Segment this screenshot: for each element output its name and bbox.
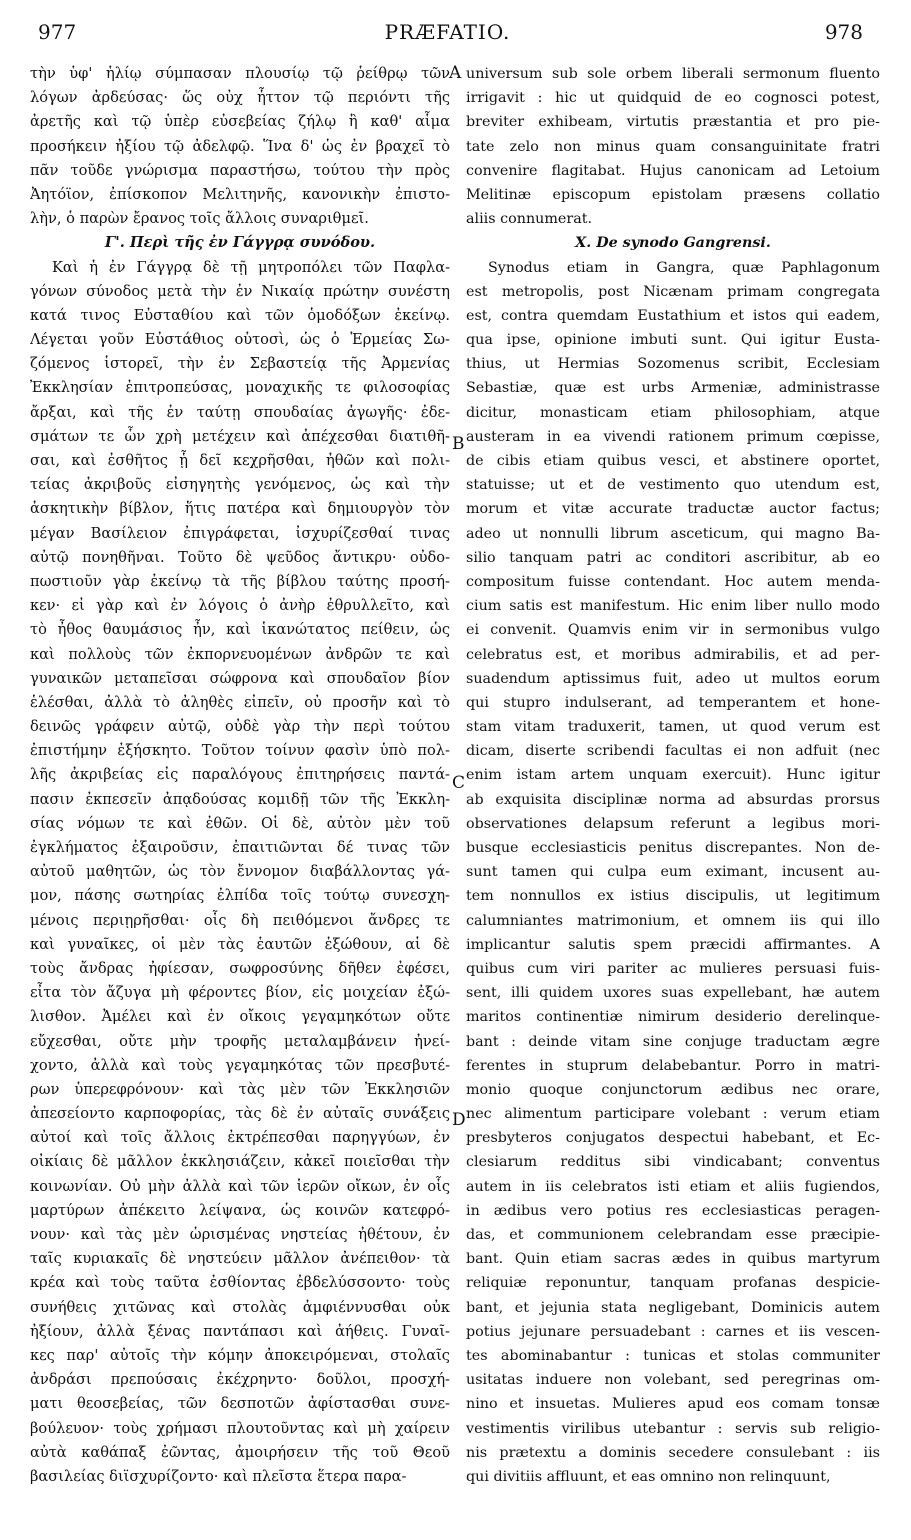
text-line: λῆς ἀκριβείας εἰς παραλόγους ἐπιτηρήσεις παντά- — [30, 766, 450, 784]
text-line: ἀρετῆς καὶ τῷ ὑπὲρ εὐσεβείας ζήλῳ ἢ καθ' αἷμα — [30, 113, 450, 131]
text-line: tem nonnullos ex istius discipulis, ut legitimum — [466, 888, 880, 905]
margin-marker-c: C — [452, 773, 466, 793]
text-line: maritos continentiæ nimirum desiderio derelinque- — [466, 1009, 880, 1026]
text-line: nino et insuetas. Mulieres apud eos comam tonsæ — [466, 1396, 880, 1413]
text-line: Ἐκκλησίαν ἐπιτροπεύσας, μοναχικῆς τε φιλοσοφίας — [30, 379, 450, 397]
text-line: statuisse; ut et de vestimento quo utendum est, — [466, 477, 880, 494]
text-line: bant. Quin etiam sacras ædes in quibus martyrum — [466, 1251, 880, 1268]
text-line: aliis connumerat. — [466, 211, 593, 228]
section-heading: Γ'. Περὶ τῆς ἐν Γάγγρᾳ συνόδου. — [104, 234, 376, 252]
text-line: ἑλέσθαι, ἀλλὰ τὸ ἀληθὲς εἰπεῖν, οὐ προσῆν καὶ τὸ — [30, 693, 450, 711]
text-line: τείας ἀκριβοῦς εἰσηγητὴς γενόμενος, ὡς καὶ τὴν — [30, 476, 450, 494]
text-line: sunt tamen qui culpa eum eximant, incusent au- — [466, 864, 880, 881]
text-line: qui stupro indulserant, ad temperantem et hone- — [466, 694, 880, 711]
text-line: καὶ γυναῖκες, οἱ μὲν τὰς ἑαυτῶν ἐξώθουν, αἱ δὲ — [30, 935, 450, 953]
text-line: νουν· καὶ τὰς μὲν ὡρισμένας νηστείας ἠθέτουν, ἐν — [30, 1226, 450, 1243]
text-line: κεν· εἰ γὰρ καὶ ἐν λόγοις ὁ ἀνὴρ ἐθρυλλεῖτο, καὶ — [30, 597, 450, 615]
text-line: das, et communionem celebrandam esse præcipie- — [466, 1227, 880, 1243]
text-line: compositum fuisse contendant. Hoc autem menda- — [466, 573, 880, 590]
text-line: ταῖς κυριακαῖς δὲ νηστεύειν μᾶλλον ἀνέπειθον· τὰ — [30, 1250, 450, 1268]
text-line: vestimentis virilibus utebantur : servis sub religio- — [466, 1420, 880, 1437]
text-line: εἶτα τὸν ἄζυγα μὴ φέροντες βίον, εἰς μοιχείαν ἐξώ- — [30, 984, 450, 1002]
page-header — [32, 10, 863, 50]
text-line: tes abominabantur : tunicas et stolas communiter — [466, 1347, 880, 1364]
text-line: μον, πάσης σωτηρίας ἐλπίδα τοῖς τούτῳ συνεσχη- — [30, 887, 450, 905]
text-line: ἀπεσείοντο καρποφορίας, τὰς δὲ ἐν αὐταῖς συνάξεις — [30, 1105, 450, 1123]
greek-text-column — [30, 62, 450, 1489]
text-line: δεινῶς γράφειν αὐτῷ, οὐδὲ γὰρ τὴν περὶ τούτου — [30, 718, 450, 736]
text-line: ab exquisita disciplinæ norma ad absurdas prorsus — [466, 791, 880, 808]
text-line: qua ipse, opinione imbuti sunt. Qui igitur Eusta- — [466, 332, 880, 349]
text-line: βασιλείας διϊσχυρίζοντο· καὶ πλεῖστα ἕτερα παρα- — [30, 1467, 407, 1485]
text-line: Ἀητόϊον, ἐπίσκοπον Μελιτηνῆς, κανονικὴν ἐπιστο- — [30, 185, 450, 203]
text-line: ρων ὑπερεφρόνουν· καὶ τὰς μὲν τῶν Ἐκκλησιῶν — [30, 1080, 450, 1098]
text-line: μαρτύρων ἀπέκειτο λείψανα, ὡς κοινῶν κατεφρό- — [30, 1201, 450, 1219]
running-title: PRÆFATIO. — [384, 20, 511, 44]
text-line: πωστιοῦν γὰρ ἐκείνῳ τὰ τῆς βίβλου ταύτης προσή- — [30, 572, 450, 590]
text-line: τὸ ἦθος θαυμάσιος ἦν, καὶ ἱκανώτατος πείθειν, ὡς — [30, 621, 450, 639]
left-page-number: 977 — [38, 20, 77, 44]
text-line: sent, illi quidem uxores suas expellebant, hæ autem — [466, 985, 880, 1002]
margin-marker-a: A — [449, 63, 462, 83]
text-line: adeo ut nonnulli librum asceticum, qui magno Ba- — [466, 525, 880, 542]
text-line: morum et vitæ accurate traductæ auctor factus; — [466, 501, 880, 518]
text-line: γυναικῶν μεταπεῖσαι σώφρονα καὶ σπουδαῖον βίον — [30, 669, 450, 687]
text-line: πᾶν τοῦδε γνώρισμα παραστήσω, τούτου τὴν πρὸς — [30, 161, 450, 179]
text-line: calumniantes matrimonium, et omnem iis qui illo — [466, 912, 880, 929]
text-line: οἰκίαις δὲ μᾶλλον ἐκκλησιάζειν, κἀκεῖ ποιεῖσθαι τὴν — [30, 1153, 450, 1171]
text-line: λὴν, ὁ παρὼν ἔρανος τοῖς ἄλλοις συναριθμεῖ. — [30, 210, 369, 228]
section-heading: X. De synodo Gangrensi. — [575, 235, 771, 252]
text-line: αὐτοί καὶ τοῖς ἄλλοις ἐκτρέπεσθαι παρηγγύων, ἐν — [30, 1129, 450, 1147]
text-line: τὴν ὑφ' ἡλίῳ σύμπασαν πλουσίῳ τῷ ῥείθρῳ τῶν — [30, 65, 450, 82]
text-line: dicitur, monasticam etiam philosophiam, atque — [466, 404, 880, 421]
text-line: bant : deinde vitam sine conjuge traductam ægre — [466, 1033, 880, 1050]
text-line: usitatas induere non volebant, sed peregrinas om- — [466, 1372, 880, 1389]
text-line: thius, ut Hermias Sozomenus scribit, Ecclesiam — [466, 356, 880, 373]
text-line: χοντο, ἀλλὰ καὶ τοὺς γεγαμηκότας τῶν πρεσβυτέ- — [30, 1056, 450, 1074]
margin-marker-b: B — [452, 434, 465, 454]
text-line: in ædibus vero potius res ecclesiasticas peragen- — [466, 1202, 880, 1219]
text-line: ματι θεοσεβείας, τῶν δεσποτῶν ἀφίστασθαι συνε- — [30, 1395, 450, 1413]
margin-marker-d: D — [452, 1110, 466, 1130]
text-line: breviter exhibeam, virtutis præstantia et pro pie- — [466, 114, 880, 131]
text-line: de cibis etiam quibus vesci, et abstinere oportet, — [466, 453, 880, 469]
text-line: ἄρξαι, καὶ τῆς ἐν ταύτῃ σπουδαίας ἀγωγῆς· ἐδε- — [30, 403, 450, 421]
text-line: autem in iis celebratos isti etiam et aliis fugiendos, — [466, 1178, 880, 1195]
text-line: κες παρ' αὐτοῖς τὴν κόμην ἀποκειρόμεναι, στολαῖς — [30, 1346, 450, 1364]
text-line: est, contra quemdam Eustathium et istos qui eadem, — [466, 307, 880, 324]
text-line: convenire flagitabat. Hujus canonicam ad Letoium — [466, 162, 880, 179]
text-line: observationes delapsum referunt a legibus mori- — [466, 815, 880, 832]
text-line: cium satis est manifestum. Hic enim liber nullo modo — [466, 598, 880, 615]
text-line: γόνων σύνοδος μετὰ τὴν ἐν Νικαίᾳ πρώτην συνέστη — [30, 282, 450, 300]
right-page-number: 978 — [824, 20, 863, 44]
text-line: ferentes in stuprum delabebantur. Porro in matri- — [466, 1057, 880, 1074]
text-line: κατά τινος Εὐσταθίου καὶ τῶν ὁμοδόξων ἐκείνῳ. — [30, 306, 450, 324]
text-line: presbyteros conjugatos despectui habebant, et Ec- — [466, 1130, 880, 1147]
text-line: ζόμενος ἱστορεῖ, τὴν ἐν Σεβαστείᾳ τῆς Ἀρμενίας — [30, 355, 450, 373]
text-line: πασιν ἐκπεσεῖν ἀπᾳδούσας κομιδῇ τῶν τῆς Ἐκκλη- — [30, 790, 450, 808]
text-line: προσήκειν ἠξίου τῷ ἀδελφῷ. Ἵνα δ' ὡς ἐν βραχεῖ τὸ — [30, 137, 450, 155]
text-line: ἀνδράσι πρεπούσαις ἐκέχρηντο· δοῦλοι, προσχή- — [30, 1371, 450, 1389]
text-line: ἐπιστήμην ἐξήσκητο. Τοῦτον τοίνυν φασὶν ὑπὸ πολ- — [30, 742, 450, 760]
text-line: τοὺς ἄνδρας ἠφίεσαν, σωφροσύνης δῆθεν ἐφέσει, — [30, 959, 450, 977]
text-line: Καὶ ἡ ἐν Γάγγρᾳ δὲ τῇ μητροπόλει τῶν Παφλα- — [52, 258, 450, 276]
text-line: irrigavit : hic ut quidquid de eo cognosci potest, — [466, 90, 880, 107]
text-line: ἐγκλήματος ἐξαιροῦσιν, ἐπαιτιῶνται δέ τινας τῶν — [30, 839, 450, 856]
text-line: est metropolis, post Nicænam primam congregata — [466, 283, 880, 300]
text-line: λισθον. Ἀμέλει καὶ ἐν οἴκοις γεγαμηκότων οὔτε — [30, 1008, 450, 1026]
text-line: μένοις περιῃρῆσθαι· οἷς δὴ πειθόμενοι ἄνδρες τε — [30, 911, 450, 929]
text-line: austeram in ea vivendi rationem primum cœpisse, — [466, 428, 880, 445]
text-line: nis prætextu a dominis secedere consulebant : iis — [466, 1444, 880, 1461]
text-line: σαι, καὶ ἐσθῆτος ᾗ δεῖ κεχρῆσθαι, ἠθῶν καὶ πολι- — [30, 452, 450, 469]
text-line: quibus cum viri pariter ac mulieres persuasi fuis- — [466, 960, 880, 977]
text-line: Synodus etiam in Gangra, quæ Paphlagonum — [488, 259, 880, 276]
text-line: monio quoque conjunctorum ædibus nec orare, — [466, 1081, 880, 1098]
text-line: silio tanquam patri ac conditori ascribitur, ab eo — [466, 549, 880, 566]
text-line: συνήθεις χιτῶνας καὶ στολὰς ἀμφιέννυσθαι οὐκ — [30, 1298, 450, 1316]
text-line: celebratus est, et moribus admirabilis, et ad per- — [466, 646, 880, 663]
text-line: κοινωνίαν. Οὐ μὴν ἀλλὰ καὶ τῶν ἱερῶν οἴκων, ἐν οἷς — [30, 1177, 450, 1195]
text-line: stam vitam traduxerit, tamen, ut quod verum est — [466, 719, 880, 736]
text-line: ἠξίουν, ἀλλὰ ξένας παντάπασι καὶ ἀήθεις. Γυναῖ- — [30, 1322, 450, 1340]
text-line: εὔχεσθαι, οὔτε μὴν τροφῆς μεταλαμβάνειν ἠνεί- — [30, 1032, 450, 1050]
text-line: αὐτοῦ μαθητῶν, ὡς τὸν ἔννομον διαβάλλοντας γά- — [30, 863, 450, 881]
text-line: σίας νόμων τε καὶ ἐθῶν. Οἱ δὲ, αὐτὸν μὲν τοῦ — [30, 814, 450, 832]
text-line: Sebastiæ, quæ est urbs Armeniæ, administrasse — [466, 380, 880, 397]
text-line: potius jejunare persuadebant : carnes et iis vescen- — [466, 1323, 880, 1340]
text-line: busque ecclesiasticis penitus discrepantes. Non de- — [466, 840, 880, 856]
text-line: ei convenit. Quamvis enim vir in sermonibus vulgo — [466, 622, 880, 639]
text-line: suadendum aptissimus fuit, adeo ut multos eorum — [466, 670, 880, 687]
text-line: nec alimentum participare volebant : verum etiam — [466, 1106, 880, 1123]
text-line: reliquiæ reponuntur, tanquam profanas despicie- — [466, 1275, 880, 1292]
text-line: αὐτὰ καθάπαξ ἐῶντας, ἀμοιρήσειν τῆς τοῦ Θεοῦ — [30, 1443, 450, 1461]
text-line: σμάτων τε ὧν χρὴ μετέχειν καὶ ἀπέχεσθαι διατιθῆ- — [30, 427, 450, 445]
text-line: κρέα καὶ τοὺς ταῦτα ἐσθίοντας ἐβδελύσσοντο· τοὺς — [30, 1274, 450, 1292]
text-line: dicam, diserte scribendi facultas ei non adfuit (nec — [466, 743, 880, 760]
text-line: καὶ πολλοὺς τῶν ἐκπορνευομένων ἀνδρῶν τε καὶ — [30, 645, 450, 663]
text-line: λόγων ἀρδεύσας· ὥς οὐχ ἧττον τῷ περιόντι τῆς — [30, 89, 450, 107]
text-line: βούλευον· τοὺς χρήμασι πλουτοῦντας καὶ μὴ χαίρειν — [30, 1419, 450, 1437]
text-line: universum sub sole orbem liberali sermonum fluento — [466, 66, 880, 82]
text-line: qui divitiis affluunt, et eas omnino non relinquunt, — [466, 1468, 831, 1485]
text-line: enim istam artem unquam exercuit). Hunc igitur — [466, 767, 880, 784]
text-line: μέγαν Βασίλειον ἐπιγράφεται, ἰσχυρίζεσθαί τινας — [30, 524, 450, 542]
text-line: αὐτῷ πονηθῆναι. Τοῦτο δὲ ψεῦδος ἄντικρυ· οὐδο- — [30, 548, 450, 566]
text-line: Λέγεται γοῦν Εὐστάθιος οὑτοσὶ, ὡς ὁ Ἑρμείας Σω- — [30, 331, 450, 349]
text-line: ἀσκητικὴν βίβλον, ἥτις πατέρα καὶ δημιουργὸν τὸν — [30, 500, 450, 518]
text-line: clesiarum redditus sibi vindicabant; conventus — [466, 1154, 880, 1171]
text-line: implicantur salutis spem præcidi affirmantes. A — [466, 936, 880, 953]
latin-text-column — [466, 62, 880, 1489]
text-line: bant, et jejunia stata negligebant, Dominicis autem — [466, 1299, 880, 1316]
text-line: Melitinæ episcopum epistolam præsens collatio — [466, 186, 880, 203]
text-line: tate zelo non minus quam consanguinitate fratri — [466, 138, 880, 155]
